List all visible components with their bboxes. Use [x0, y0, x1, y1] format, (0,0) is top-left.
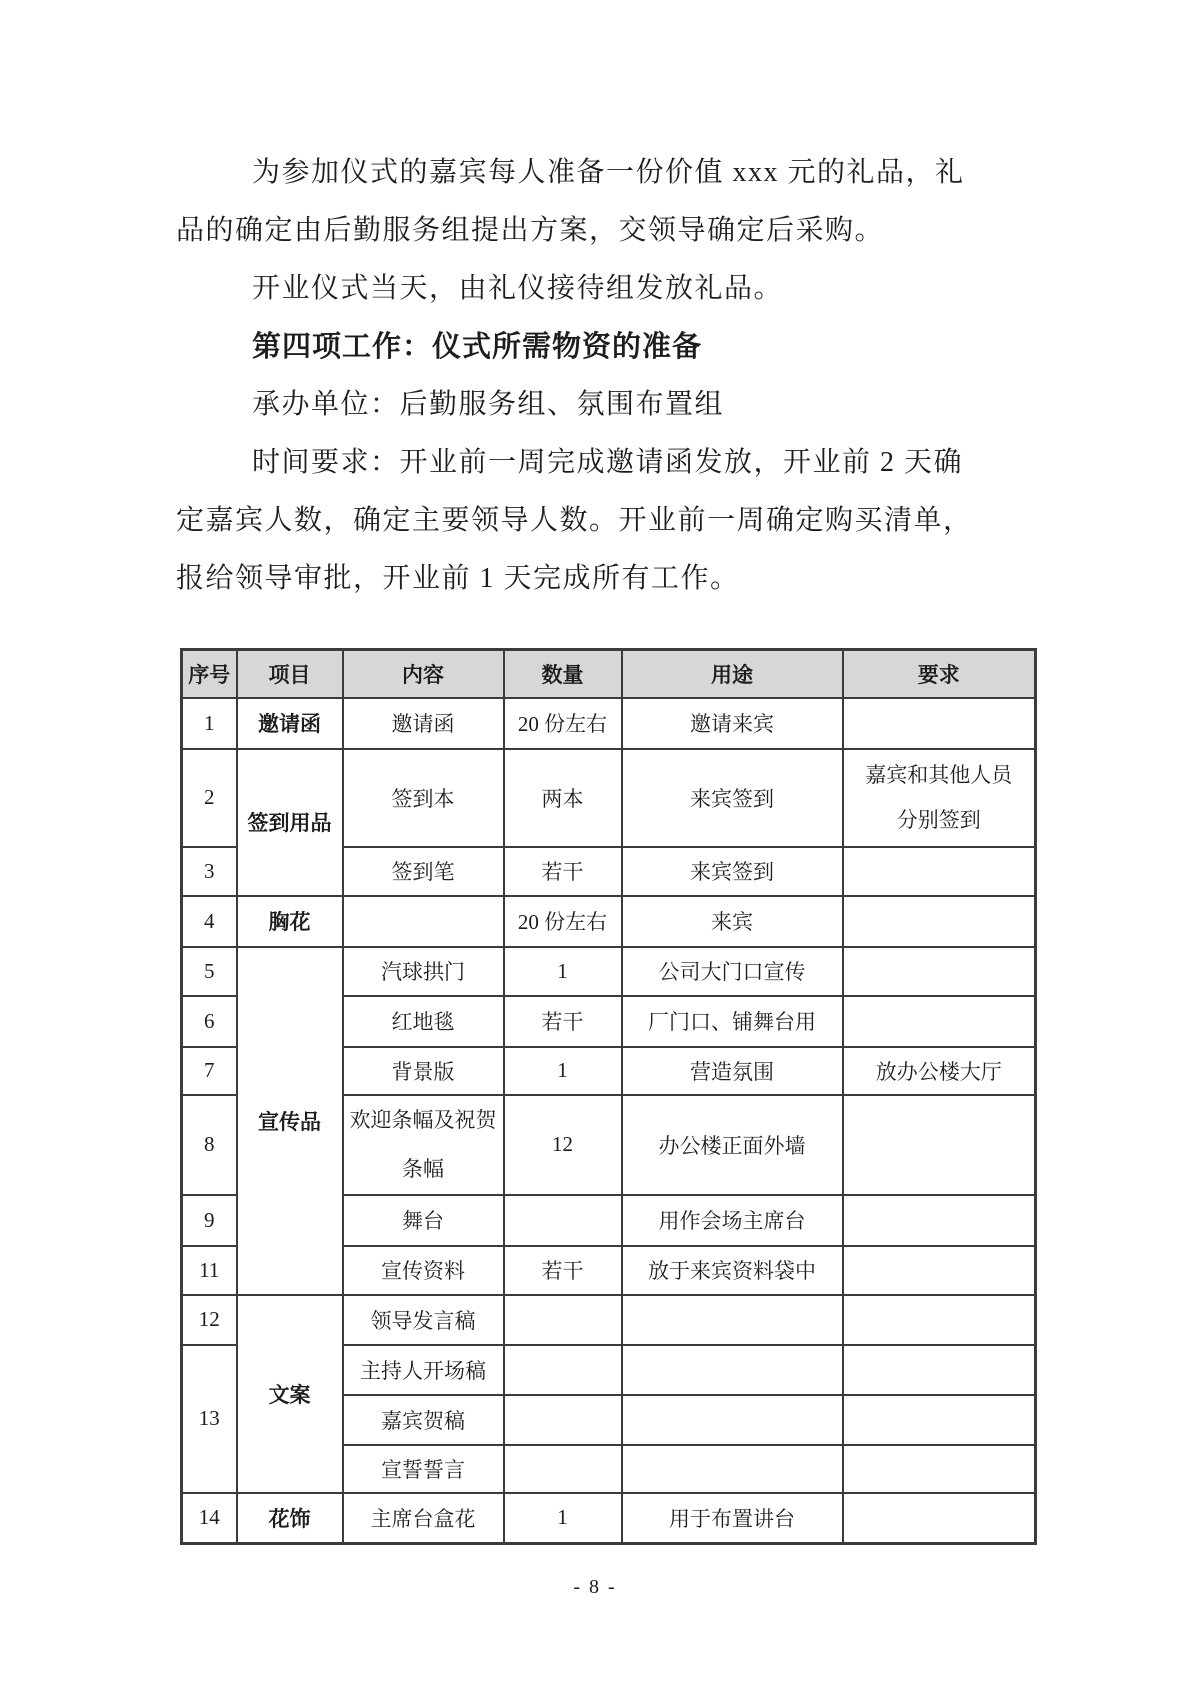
cell-use: 办公楼正面外墙 — [622, 1095, 843, 1195]
cell-qty — [504, 1195, 622, 1246]
cell-seq: 7 — [182, 1047, 237, 1095]
cell-qty — [504, 1395, 622, 1445]
paragraph-line: 承办单位：后勤服务组、氛围布置组 — [252, 389, 725, 420]
cell-qty: 1 — [504, 1047, 622, 1095]
cell-use — [622, 1395, 843, 1445]
cell-qty: 20 份左右 — [504, 698, 622, 749]
cell-seq: 3 — [182, 847, 237, 896]
cell-qty: 20 份左右 — [504, 896, 622, 947]
cell-content: 主席台盒花 — [343, 1493, 504, 1544]
table-row — [182, 947, 1036, 996]
cell-item: 邀请函 — [237, 698, 343, 749]
cell-use: 厂门口、铺舞台用 — [622, 996, 843, 1047]
cell-use: 营造氛围 — [622, 1047, 843, 1095]
cell-seq: 4 — [182, 896, 237, 947]
cell-seq: 8 — [182, 1095, 237, 1195]
header-seq: 序号 — [182, 650, 237, 698]
paragraph-line: 定嘉宾人数，确定主要领导人数。开业前一周确定购买清单， — [176, 505, 973, 536]
cell-content — [343, 1095, 504, 1195]
cell-use — [622, 1445, 843, 1493]
cell-content: 汽球拱门 — [343, 947, 504, 996]
cell-content-line: 条幅 — [402, 1156, 444, 1181]
cell-req — [843, 996, 1036, 1047]
cell-content: 领导发言稿 — [343, 1295, 504, 1345]
cell-use: 来宾签到 — [622, 749, 843, 847]
header-use: 用途 — [622, 650, 843, 698]
materials-table — [180, 648, 1037, 1545]
cell-use: 来宾 — [622, 896, 843, 947]
page-number: - 8 - — [573, 1576, 617, 1598]
cell-req-line: 嘉宾和其他人员 — [865, 762, 1013, 787]
paragraph-line: 报给领导审批，开业前 1 天完成所有工作。 — [176, 563, 740, 594]
cell-content — [343, 896, 504, 947]
paragraph-line: 开业仪式当天，由礼仪接待组发放礼品。 — [252, 273, 784, 304]
table-header-row — [182, 650, 1036, 698]
cell-content: 嘉宾贺稿 — [343, 1395, 504, 1445]
cell-seq: 1 — [182, 698, 237, 749]
cell-seq: 6 — [182, 996, 237, 1047]
paragraph-line: 品的确定由后勤服务组提出方案，交领导确定后采购。 — [176, 215, 885, 246]
cell-req — [843, 896, 1036, 947]
table-row — [182, 1493, 1036, 1544]
cell-content: 舞台 — [343, 1195, 504, 1246]
cell-qty: 若干 — [504, 996, 622, 1047]
cell-item: 宣传品 — [237, 947, 343, 1295]
paragraph-line: 为参加仪式的嘉宾每人准备一份价值 xxx 元的礼品，礼 — [252, 157, 965, 188]
cell-content-line: 欢迎条幅及祝贺 — [349, 1107, 497, 1132]
cell-use — [622, 1345, 843, 1395]
cell-seq: 2 — [182, 749, 237, 847]
cell-seq: 12 — [182, 1295, 237, 1345]
cell-qty: 若干 — [504, 1246, 622, 1295]
cell-qty: 1 — [504, 947, 622, 996]
cell-seq: 5 — [182, 947, 237, 996]
cell-content: 背景版 — [343, 1047, 504, 1095]
cell-content: 邀请函 — [343, 698, 504, 749]
section-heading: 第四项工作：仪式所需物资的准备 — [252, 331, 703, 363]
table-row — [182, 1295, 1036, 1345]
cell-qty: 1 — [504, 1493, 622, 1544]
cell-req — [843, 749, 1036, 847]
cell-req — [843, 1395, 1036, 1445]
header-item: 项目 — [237, 650, 343, 698]
cell-use: 来宾签到 — [622, 847, 843, 896]
cell-req — [843, 947, 1036, 996]
cell-content: 签到笔 — [343, 847, 504, 896]
table-row — [182, 698, 1036, 749]
cell-use: 邀请来宾 — [622, 698, 843, 749]
cell-seq: 14 — [182, 1493, 237, 1544]
cell-qty: 12 — [504, 1095, 622, 1195]
cell-content: 宣誓誓言 — [343, 1445, 504, 1493]
cell-content: 红地毯 — [343, 996, 504, 1047]
cell-qty: 若干 — [504, 847, 622, 896]
cell-req — [843, 698, 1036, 749]
table-row — [182, 896, 1036, 947]
cell-req — [843, 1295, 1036, 1345]
cell-content: 签到本 — [343, 749, 504, 847]
table-row — [182, 749, 1036, 847]
body-text — [176, 144, 973, 608]
cell-item: 花饰 — [237, 1493, 343, 1544]
cell-req — [843, 1095, 1036, 1195]
header-req: 要求 — [843, 650, 1036, 698]
paragraph-line: 时间要求：开业前一周完成邀请函发放，开业前 2 天确 — [252, 447, 964, 478]
cell-req — [843, 847, 1036, 896]
cell-use: 公司大门口宣传 — [622, 947, 843, 996]
cell-use: 用于布置讲台 — [622, 1493, 843, 1544]
cell-qty — [504, 1445, 622, 1493]
cell-req — [843, 1445, 1036, 1493]
cell-use — [622, 1295, 843, 1345]
cell-req-line: 分别签到 — [896, 807, 981, 832]
cell-req: 放办公楼大厅 — [843, 1047, 1036, 1095]
cell-seq: 9 — [182, 1195, 237, 1246]
cell-use: 用作会场主席台 — [622, 1195, 843, 1246]
cell-item: 文案 — [237, 1295, 343, 1493]
cell-seq: 11 — [182, 1246, 237, 1295]
cell-content: 宣传资料 — [343, 1246, 504, 1295]
cell-req — [843, 1345, 1036, 1395]
cell-req — [843, 1195, 1036, 1246]
cell-qty: 两本 — [504, 749, 622, 847]
cell-qty — [504, 1295, 622, 1345]
cell-use: 放于来宾资料袋中 — [622, 1246, 843, 1295]
cell-req — [843, 1246, 1036, 1295]
cell-item: 胸花 — [237, 896, 343, 947]
cell-qty — [504, 1345, 622, 1395]
cell-item: 签到用品 — [237, 749, 343, 896]
header-qty: 数量 — [504, 650, 622, 698]
cell-content: 主持人开场稿 — [343, 1345, 504, 1395]
header-content: 内容 — [343, 650, 504, 698]
cell-seq: 13 — [182, 1345, 237, 1493]
cell-req — [843, 1493, 1036, 1544]
